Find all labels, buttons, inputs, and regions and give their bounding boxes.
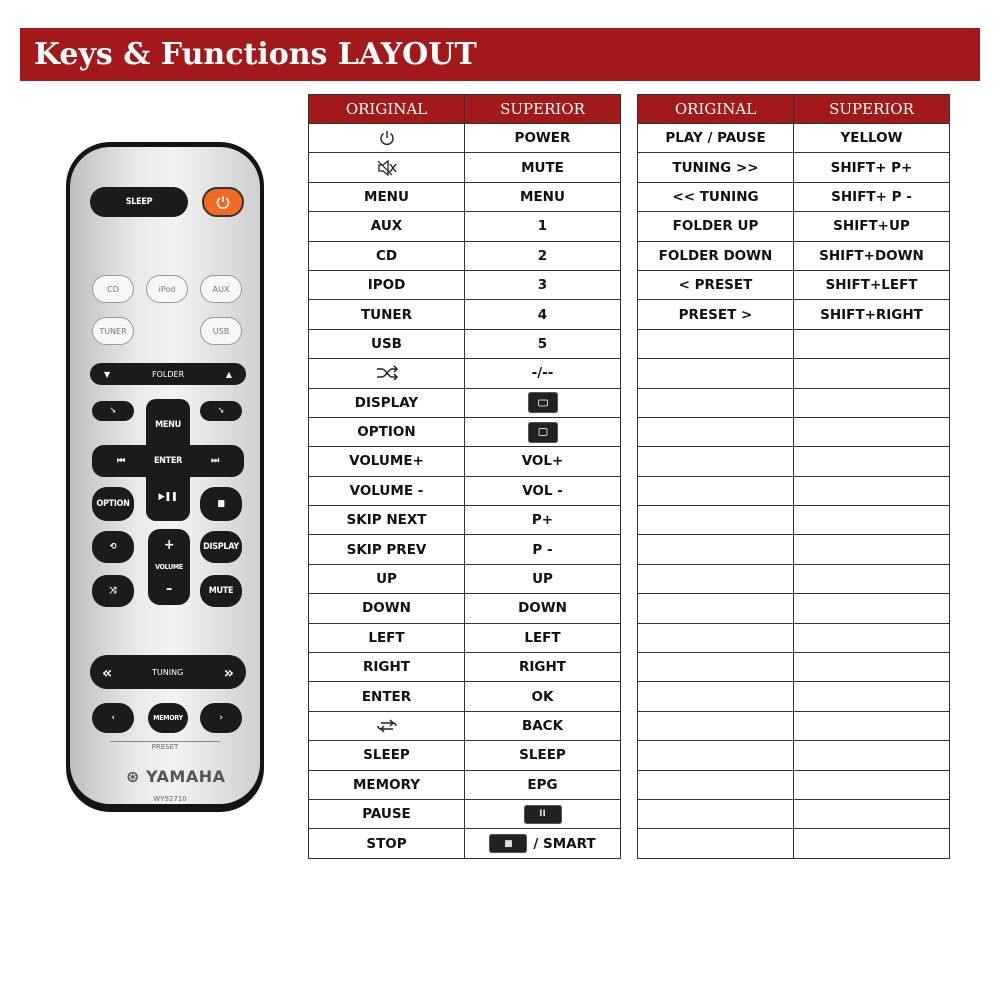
table-row — [309, 799, 621, 828]
original-label: TUNING >> — [672, 159, 759, 176]
table-row — [638, 682, 950, 711]
superior-cell — [465, 711, 621, 740]
pause-key-icon: II — [524, 806, 562, 822]
superior-label: RIGHT — [518, 659, 566, 676]
superior-cell — [794, 770, 950, 799]
original-cell — [309, 329, 465, 358]
table-row — [309, 359, 621, 388]
table-row — [638, 329, 950, 358]
original-cell — [638, 212, 794, 241]
shuffle-icon: ⤨ — [109, 586, 117, 596]
original-label: FOLDER UP — [672, 218, 759, 235]
cd-button[interactable]: CD — [92, 275, 134, 303]
superior-cell — [794, 829, 950, 858]
superior-cell — [794, 447, 950, 476]
table-row — [309, 682, 621, 711]
option-key-icon — [528, 424, 558, 440]
tuning-down-icon[interactable]: « — [102, 662, 113, 682]
table-row — [638, 212, 950, 241]
original-cell — [309, 711, 465, 740]
original-cell — [638, 388, 794, 417]
superior-label: P - — [532, 541, 553, 558]
superior-cell — [465, 506, 621, 535]
table-row — [309, 476, 621, 505]
original-cell — [309, 799, 465, 828]
table-row — [638, 359, 950, 388]
column-header-original: ORIGINAL — [309, 95, 465, 124]
superior-label: 4 — [537, 306, 548, 323]
preset-prev-button[interactable] — [92, 703, 134, 733]
skip-prev-icon: ⏮ — [117, 456, 125, 466]
original-cell — [638, 270, 794, 299]
superior-cell — [794, 241, 950, 270]
superior-cell — [465, 682, 621, 711]
superior-cell — [465, 212, 621, 241]
original-label: << TUNING — [672, 188, 759, 205]
original-cell — [309, 653, 465, 682]
original-cell — [638, 329, 794, 358]
original-cell — [638, 535, 794, 564]
table-row — [309, 182, 621, 211]
superior-cell — [794, 711, 950, 740]
original-label: PRESET > — [678, 306, 753, 323]
table-row — [638, 711, 950, 740]
superior-cell — [465, 829, 621, 858]
superior-cell — [465, 594, 621, 623]
original-label: TUNER — [360, 306, 413, 323]
superior-cell — [794, 388, 950, 417]
superior-cell — [794, 741, 950, 770]
original-cell — [638, 447, 794, 476]
original-cell — [309, 153, 465, 182]
ipod-button[interactable]: iPod — [146, 275, 188, 303]
superior-cell — [465, 653, 621, 682]
table-row — [638, 799, 950, 828]
original-cell — [309, 770, 465, 799]
superior-label: SHIFT+ P - — [831, 188, 912, 205]
original-cell — [638, 564, 794, 593]
superior-cell — [794, 535, 950, 564]
table-row — [638, 417, 950, 446]
volume-label: VOLUME — [155, 563, 183, 571]
superior-cell — [465, 270, 621, 299]
folder-up-icon[interactable]: ▲ — [225, 369, 232, 379]
superior-cell — [794, 623, 950, 652]
chevron-right-icon: › — [219, 713, 223, 723]
superior-label: OK — [531, 688, 554, 705]
original-label: SKIP PREV — [346, 541, 427, 558]
tuner-button[interactable]: TUNER — [92, 317, 134, 345]
table-row — [309, 711, 621, 740]
table-row — [638, 153, 950, 182]
display-key-icon — [528, 395, 558, 411]
superior-cell — [465, 799, 621, 828]
superior-label: SHIFT+RIGHT — [820, 306, 923, 323]
column-header-superior: SUPERIOR — [794, 95, 950, 124]
sleep-button[interactable]: SLEEP — [90, 187, 188, 217]
original-cell — [309, 124, 465, 153]
superior-label: VOL - — [522, 482, 563, 499]
superior-label: SHIFT+ P+ — [830, 159, 913, 176]
original-label: DOWN — [362, 600, 411, 617]
volume-minus-icon: – — [166, 581, 172, 597]
diag-right-button[interactable] — [200, 401, 242, 421]
superior-cell — [465, 770, 621, 799]
original-cell — [309, 300, 465, 329]
table-row — [309, 212, 621, 241]
original-cell — [638, 653, 794, 682]
original-label: SLEEP — [363, 747, 410, 764]
volume-plus-icon: + — [163, 537, 175, 553]
tuning-fork-icon: ⊛ — [126, 767, 140, 786]
original-label: CD — [375, 247, 398, 264]
table-row — [309, 388, 621, 417]
superior-label: 2 — [537, 247, 548, 264]
superior-cell — [465, 388, 621, 417]
skip-next-icon: ⏭ — [211, 456, 219, 466]
original-cell — [638, 241, 794, 270]
table-row — [309, 241, 621, 270]
superior-label: MUTE — [521, 159, 564, 176]
original-cell — [638, 153, 794, 182]
table-row — [309, 594, 621, 623]
display-button[interactable]: DISPLAY — [200, 531, 242, 563]
power-icon — [378, 130, 396, 146]
repeat-button[interactable] — [92, 531, 134, 563]
superior-label: EPG — [527, 776, 558, 793]
superior-cell — [794, 124, 950, 153]
brand-logo — [126, 767, 226, 786]
original-cell — [638, 359, 794, 388]
superior-cell — [465, 182, 621, 211]
original-label: MENU — [364, 188, 409, 205]
original-cell — [309, 829, 465, 858]
superior-cell — [794, 476, 950, 505]
shuffle-icon — [375, 365, 399, 381]
original-label: < PRESET — [678, 277, 753, 294]
table-row — [638, 241, 950, 270]
folder-down-icon[interactable]: ▼ — [104, 369, 111, 379]
superior-label: VOL+ — [521, 453, 564, 470]
original-label: UP — [376, 571, 397, 588]
original-cell — [638, 741, 794, 770]
superior-label: SHIFT+LEFT — [825, 277, 918, 294]
original-cell — [309, 506, 465, 535]
table-row — [309, 270, 621, 299]
superior-cell — [465, 417, 621, 446]
memory-button[interactable]: MEMORY — [148, 703, 188, 733]
superior-cell — [465, 300, 621, 329]
table-row — [309, 829, 621, 858]
superior-label: 3 — [537, 277, 548, 294]
original-cell — [309, 741, 465, 770]
original-cell — [638, 182, 794, 211]
tuning-bar — [90, 655, 246, 689]
table-row — [638, 741, 950, 770]
folder-bar — [90, 363, 246, 385]
remote-face — [70, 147, 260, 804]
stop-key-icon: ■ — [489, 836, 527, 852]
original-cell — [309, 476, 465, 505]
superior-cell — [465, 741, 621, 770]
superior-label: SHIFT+UP — [833, 218, 910, 235]
superior-label: LEFT — [524, 629, 561, 646]
original-label: USB — [371, 335, 402, 352]
original-cell — [638, 124, 794, 153]
superior-cell — [794, 153, 950, 182]
superior-label: SLEEP — [519, 747, 566, 764]
table-row — [309, 564, 621, 593]
table-row — [638, 594, 950, 623]
superior-cell — [794, 564, 950, 593]
column-header-original: ORIGINAL — [638, 95, 794, 124]
superior-cell — [794, 506, 950, 535]
table-row — [309, 653, 621, 682]
original-cell — [638, 799, 794, 828]
superior-label: BACK — [521, 718, 564, 734]
superior-cell — [465, 535, 621, 564]
skip-prev-button[interactable] — [92, 445, 150, 477]
table-row — [638, 447, 950, 476]
arrow-down-left-icon: ➘ — [109, 406, 117, 416]
power-button[interactable] — [202, 187, 244, 217]
repeat-icon — [375, 718, 399, 734]
superior-cell — [465, 476, 621, 505]
original-cell — [309, 388, 465, 417]
superior-cell — [465, 447, 621, 476]
original-label: STOP — [366, 835, 407, 852]
model-number: WY92710 — [153, 795, 187, 803]
superior-cell — [794, 359, 950, 388]
original-cell — [309, 241, 465, 270]
superior-cell — [465, 359, 621, 388]
table-row — [638, 300, 950, 329]
superior-cell — [794, 270, 950, 299]
table-header-row — [638, 95, 950, 124]
original-cell — [638, 476, 794, 505]
key-table-left — [308, 94, 621, 859]
superior-label: 5 — [537, 335, 548, 352]
original-label: PLAY / PAUSE — [665, 130, 766, 147]
mute-icon — [376, 160, 398, 176]
table-row — [638, 182, 950, 211]
key-table-right — [637, 94, 950, 859]
tuning-label: TUNING — [152, 667, 184, 677]
table-row — [638, 124, 950, 153]
original-cell — [309, 212, 465, 241]
original-cell — [309, 447, 465, 476]
original-cell — [638, 829, 794, 858]
skip-next-button[interactable] — [186, 445, 244, 477]
original-label: SKIP NEXT — [346, 512, 427, 529]
table-row — [309, 741, 621, 770]
original-label: IPOD — [367, 277, 406, 294]
original-cell — [638, 300, 794, 329]
table-row — [638, 564, 950, 593]
original-cell — [638, 711, 794, 740]
original-cell — [638, 623, 794, 652]
original-cell — [638, 682, 794, 711]
original-cell — [638, 770, 794, 799]
original-label: MEMORY — [353, 776, 420, 793]
enter-button[interactable]: ENTER — [146, 445, 190, 477]
superior-cell — [794, 594, 950, 623]
superior-label: YELLOW — [840, 130, 903, 147]
superior-cell — [794, 300, 950, 329]
table-row — [638, 506, 950, 535]
table-row — [638, 535, 950, 564]
diag-left-button[interactable] — [92, 401, 134, 421]
remote-control — [66, 142, 264, 812]
table-row — [638, 829, 950, 858]
original-label: OPTION — [357, 424, 416, 441]
original-cell — [638, 594, 794, 623]
superior-cell — [794, 682, 950, 711]
superior-label: UP — [532, 571, 553, 588]
superior-cell — [794, 182, 950, 211]
table-row — [638, 388, 950, 417]
original-cell — [309, 564, 465, 593]
chevron-left-icon: ‹ — [111, 713, 115, 723]
tuning-up-icon[interactable]: » — [223, 662, 234, 682]
superior-cell — [465, 623, 621, 652]
original-cell — [309, 182, 465, 211]
folder-label: FOLDER — [152, 369, 185, 379]
table-row — [638, 770, 950, 799]
original-cell — [309, 682, 465, 711]
aux-button[interactable]: AUX — [200, 275, 242, 303]
superior-label: SHIFT+DOWN — [819, 247, 924, 264]
table-row — [309, 623, 621, 652]
brand-name: YAMAHA — [145, 767, 226, 786]
superior-label: MENU — [520, 188, 565, 205]
original-cell — [309, 359, 465, 388]
original-label: FOLDER DOWN — [658, 247, 773, 264]
power-icon — [215, 194, 231, 210]
play-pause-button[interactable] — [146, 473, 190, 521]
superior-cell — [465, 564, 621, 593]
superior-cell — [794, 653, 950, 682]
original-label: VOLUME+ — [349, 453, 424, 470]
stop-icon: ■ — [217, 499, 225, 509]
original-label: AUX — [370, 218, 403, 235]
superior-cell — [465, 153, 621, 182]
superior-label: -/-- — [531, 365, 554, 382]
superior-cell — [794, 212, 950, 241]
menu-button[interactable]: MENU — [146, 399, 190, 451]
mute-button[interactable]: MUTE — [200, 575, 242, 607]
superior-label: POWER — [514, 130, 571, 147]
superior-label: 1 — [537, 218, 548, 235]
table-row — [309, 153, 621, 182]
table-row — [309, 124, 621, 153]
superior-cell — [794, 417, 950, 446]
original-cell — [309, 417, 465, 446]
original-label: RIGHT — [362, 659, 410, 676]
table-row — [309, 770, 621, 799]
original-cell — [309, 594, 465, 623]
original-cell — [309, 623, 465, 652]
page-title: Keys & Functions LAYOUT — [20, 28, 980, 81]
original-label: ENTER — [361, 688, 412, 705]
table-row — [638, 270, 950, 299]
original-label: PAUSE — [362, 806, 411, 823]
shuffle-button[interactable] — [92, 575, 134, 607]
table-row — [309, 329, 621, 358]
original-cell — [638, 417, 794, 446]
usb-button[interactable]: USB — [200, 317, 242, 345]
superior-label: DOWN — [518, 600, 567, 617]
table-row — [309, 417, 621, 446]
original-label: VOLUME - — [349, 482, 424, 499]
column-header-superior: SUPERIOR — [465, 95, 621, 124]
play-pause-icon: ▶❚❚ — [158, 492, 178, 502]
superior-label: P+ — [531, 512, 554, 529]
option-button[interactable]: OPTION — [92, 487, 134, 521]
superior-cell — [465, 124, 621, 153]
table-row — [638, 476, 950, 505]
superior-cell — [794, 799, 950, 828]
superior-cell — [465, 329, 621, 358]
table-row — [309, 535, 621, 564]
table-row — [638, 623, 950, 652]
volume-rocker[interactable] — [148, 529, 190, 605]
repeat-icon: ⟲ — [109, 542, 117, 552]
original-cell — [638, 506, 794, 535]
original-cell — [309, 535, 465, 564]
table-row — [309, 506, 621, 535]
arrow-down-right-icon: ➘ — [217, 406, 225, 416]
table-row — [638, 653, 950, 682]
original-label: LEFT — [368, 629, 405, 646]
table-row — [309, 300, 621, 329]
superior-cell — [794, 329, 950, 358]
table-row — [309, 447, 621, 476]
original-label: DISPLAY — [354, 394, 419, 411]
preset-label: PRESET — [110, 741, 220, 751]
preset-next-button[interactable] — [200, 703, 242, 733]
original-cell — [309, 270, 465, 299]
superior-cell — [465, 241, 621, 270]
stop-button[interactable] — [200, 487, 242, 521]
superior-label: / SMART — [533, 835, 596, 852]
table-header-row — [309, 95, 621, 124]
